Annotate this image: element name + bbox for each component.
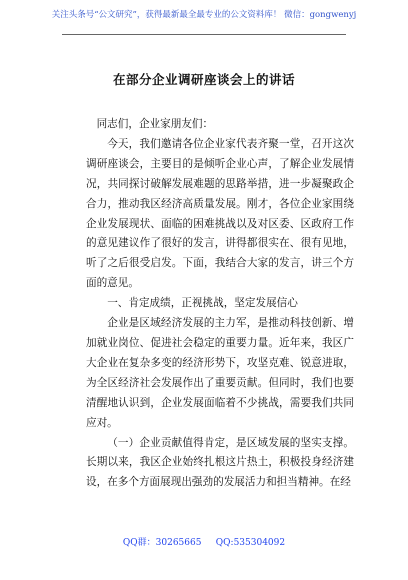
footer-contact [0,535,408,548]
header-watermark-note: 关注头条号“公文研究”，获得最新最全最专业的公文资料库！ 微信：gongwenyj [51,10,357,20]
body-paragraph: 企业是区域经济发展的主力军，是推动科技创新、增加就业岗位、促进社会稳定的重要力量。近年来，我区广大企业在复杂多变的经济形势下，攻坚克难、锐意进取，为全区经济社会发展作出了重要贡献。但同时，我们也要清醒地认识到，企业发展面临着不少挑战，需要我们共同应对。 [86,317,354,429]
body-paragraph: （一）企业贡献值得肯定，是区域发展的坚实支撑。长期以来，我区企业始终扎根这片热土，积极投身经济建设，在多个方面展现出强劲的发展活力和担当精神。在经 [86,436,354,489]
footer-qq-group: QQ群：30265665 [122,538,202,548]
header-divider [62,34,346,35]
greeting-paragraph: 同志们，企业家朋友们： [96,118,214,130]
section-heading: 一、肯定成绩，正视挑战，坚定发展信心 [107,297,298,310]
document-body [86,115,354,493]
body-paragraph: 今天，我们邀请各位企业家代表齐聚一堂，召开这次调研座谈会，主要目的是倾听企业心声，了解企业发展情况，共同探讨破解发展难题的思路举措，进一步凝聚政企合力，推动我区经济高质量发展。刚才，各位企业家围绕企业发展现状、面临的困难挑战以及对区委、区政府工作的意见建议作了很好的发言，讲得都很实在、很有见地，听了之后很受启发。下面，我结合大家的发言，讲三个方面的意见。 [86,137,354,290]
footer-qq: QQ:535304092 [215,538,286,548]
document-title: 在部分企业调研座谈会上的讲话 [112,72,295,87]
